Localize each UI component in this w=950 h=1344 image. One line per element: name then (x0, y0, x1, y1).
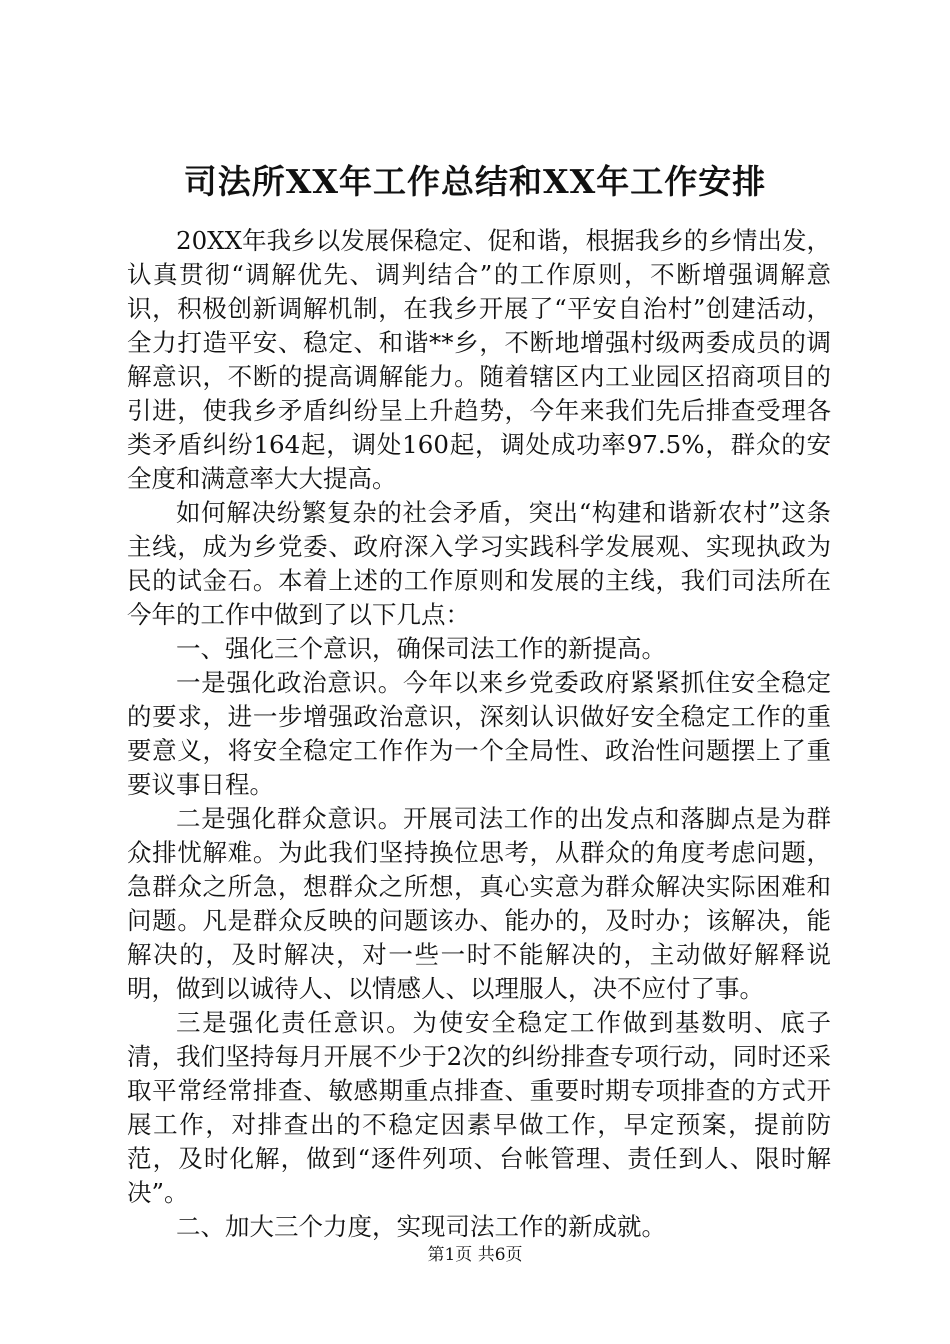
document-body (127, 224, 831, 1244)
section-heading-2: 二、加大三个力度，实现司法工作的新成就。 (176, 1212, 666, 1241)
paragraph-responsibility-awareness: 三是强化责任意识。为使安全稳定工作做到基数明、底子清，我们坚持每月开展不少于2次的纠纷排查专项行动，同时还采取平常经常排查、敏感期重点排查、重要时期专项排查的方式开展工作，对排查出的不稳定因素早做工作，早定预案，提前防范，及时化解，做到“逐件列项、台帐管理、责任到人、限时解决”。 (127, 1008, 831, 1207)
paragraph-intro: 20XX年我乡以发展保稳定、促和谐，根据我乡的乡情出发，认真贯彻“调解优先、调判结合”的工作原则，不断增强调解意识，积极创新调解机制，在我乡开展了“平安自治村”创建活动，全力打造平安、稳定、和谐**乡，不断地增强村级两委成员的调解意识，不断的提高调解能力。随着辖区内工业园区招商项目的引进，使我乡矛盾纠纷呈上升趋势，今年来我们先后排查受理各类矛盾纠纷164起，调处160起，调处成功率97.5%，群众的安全度和满意率大大提高。 (127, 226, 831, 493)
page-number-footer: 第1页 共6页 (427, 1245, 523, 1265)
paragraph-political-awareness: 一是强化政治意识。今年以来乡党委政府紧紧抓住安全稳定的要求，进一步增强政治意识，深刻认识做好安全稳定工作的重要意义，将安全稳定工作作为一个全局性、政治性问题摆上了重要议事日程。 (127, 668, 831, 799)
paragraph-main-line: 如何解决纷繁复杂的社会矛盾，突出“构建和谐新农村”这条主线，成为乡党委、政府深入学习实践科学发展观、实现执政为民的试金石。本着上述的工作原则和发展的主线，我们司法所在今年的工作中做到了以下几点： (127, 498, 831, 629)
paragraph-public-awareness: 二是强化群众意识。开展司法工作的出发点和落脚点是为群众排忧解难。为此我们坚持换位思考，从群众的角度考虑问题，急群众之所急，想群众之所想，真心实意为群众解决实际困难和问题。凡是群众反映的问题该办、能办的，及时办；该解决，能解决的，及时解决，对一些一时不能解决的，主动做好解释说明，做到以诚待人、以情感人、以理服人，决不应付了事。 (127, 804, 831, 1003)
section-heading-1: 一、强化三个意识，确保司法工作的新提高。 (176, 634, 666, 663)
document-title: 司法所XX年工作总结和XX年工作安排 (183, 162, 767, 201)
